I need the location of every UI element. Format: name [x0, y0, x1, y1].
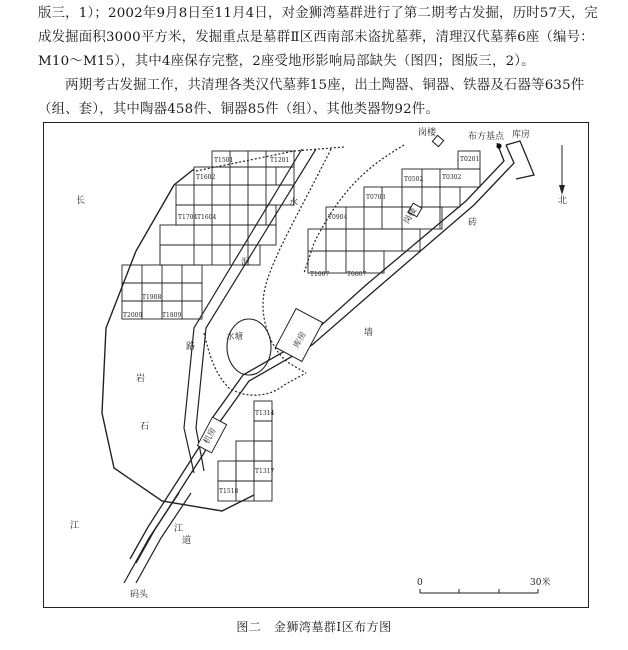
site-plan-figure: [43, 122, 589, 608]
label-warehouse-top: 库房: [512, 130, 531, 140]
trench-grid-right: [308, 151, 480, 273]
north-arrow-icon: [559, 145, 565, 195]
label-base-point: 布方基点: [468, 132, 505, 142]
label-north: 北: [558, 196, 568, 206]
label-zhang: 长: [76, 196, 86, 206]
paragraph-line-3: M10～M15），其中4座保存完整，2座受地形影响局部缺失（图四；图版三，2）。: [38, 54, 535, 69]
paragraph-line-5: （组、套），其中陶器458件、铜器85件（组）、其他类器物92件。: [38, 102, 439, 117]
paragraph-line-1: 版三，1）；2002年9月8日至11月4日，对金狮湾墓群进行了第二期考古发掘，历时57天，完: [38, 6, 599, 21]
label-scale-end: 30米: [530, 578, 551, 588]
label-ni: 泥: [241, 258, 251, 268]
trench-label: T0302: [442, 174, 462, 181]
trench-label: T1201: [270, 157, 290, 164]
trench-label: T1602: [196, 174, 216, 181]
trench-label: T0502: [404, 176, 424, 183]
label-shi: 石: [140, 422, 150, 432]
top-right-wall: [506, 141, 534, 179]
site-plan-svg: [44, 123, 588, 607]
label-scale-zero: 0: [417, 578, 423, 588]
label-lu: 路: [186, 342, 196, 352]
trench-label: T0703: [366, 194, 386, 201]
figure-caption: 图二 金狮湾墓群Ⅰ区布方图: [236, 620, 392, 634]
label-jiangdao-dao: 道: [182, 536, 192, 546]
river-path-left: [124, 493, 179, 583]
label-warehouse-mid: 库房: [291, 330, 309, 350]
trench-label: T2009: [123, 312, 143, 319]
base-point-marker: [496, 143, 501, 148]
trench-label: T1809: [162, 312, 182, 319]
trench-label: T1908: [142, 294, 162, 301]
trench-label: T1317: [255, 468, 275, 475]
label-guard-tower-top: 岗楼: [418, 128, 437, 138]
trench-label: T1518: [219, 488, 239, 495]
label-guard-tower-mid: 岗楼: [401, 206, 420, 226]
label-wharf: 码头: [130, 590, 149, 600]
trench-label: T0201: [460, 156, 480, 163]
paragraph-line-4: 两期考古发掘工作，共清理各类汉代墓葬15座，出土陶器、铜器、铁器及石器等635件: [38, 78, 585, 93]
label-yan: 岩: [136, 374, 146, 384]
pond-outline: [227, 319, 271, 375]
upper-dotted-scarp: [304, 145, 404, 273]
label-qiang: 墙: [364, 328, 374, 338]
label-jiangdao-jiang: 江: [174, 524, 184, 534]
trench-label: T0904: [328, 214, 348, 221]
trench-label: T1704: [178, 214, 198, 221]
scale-bar: [420, 589, 538, 593]
label-machine-room: 机房: [201, 426, 219, 446]
trench-label: T1604: [197, 214, 217, 221]
label-zhuan: 砖: [468, 218, 478, 228]
trench-label: T1314: [255, 410, 275, 417]
label-shui: 水: [289, 198, 299, 208]
trench-label: T1501: [214, 157, 234, 164]
label-jiang: 江: [70, 521, 80, 531]
trench-label: T0807: [347, 271, 367, 278]
paragraph-line-2: 成发掘面积3000平方米，发掘重点是墓群Ⅱ区西南部未盗扰墓葬，清理汉代墓葬6座（编号：: [38, 30, 594, 45]
label-pond: 水塘: [226, 332, 244, 342]
trench-label: T1007: [310, 271, 330, 278]
